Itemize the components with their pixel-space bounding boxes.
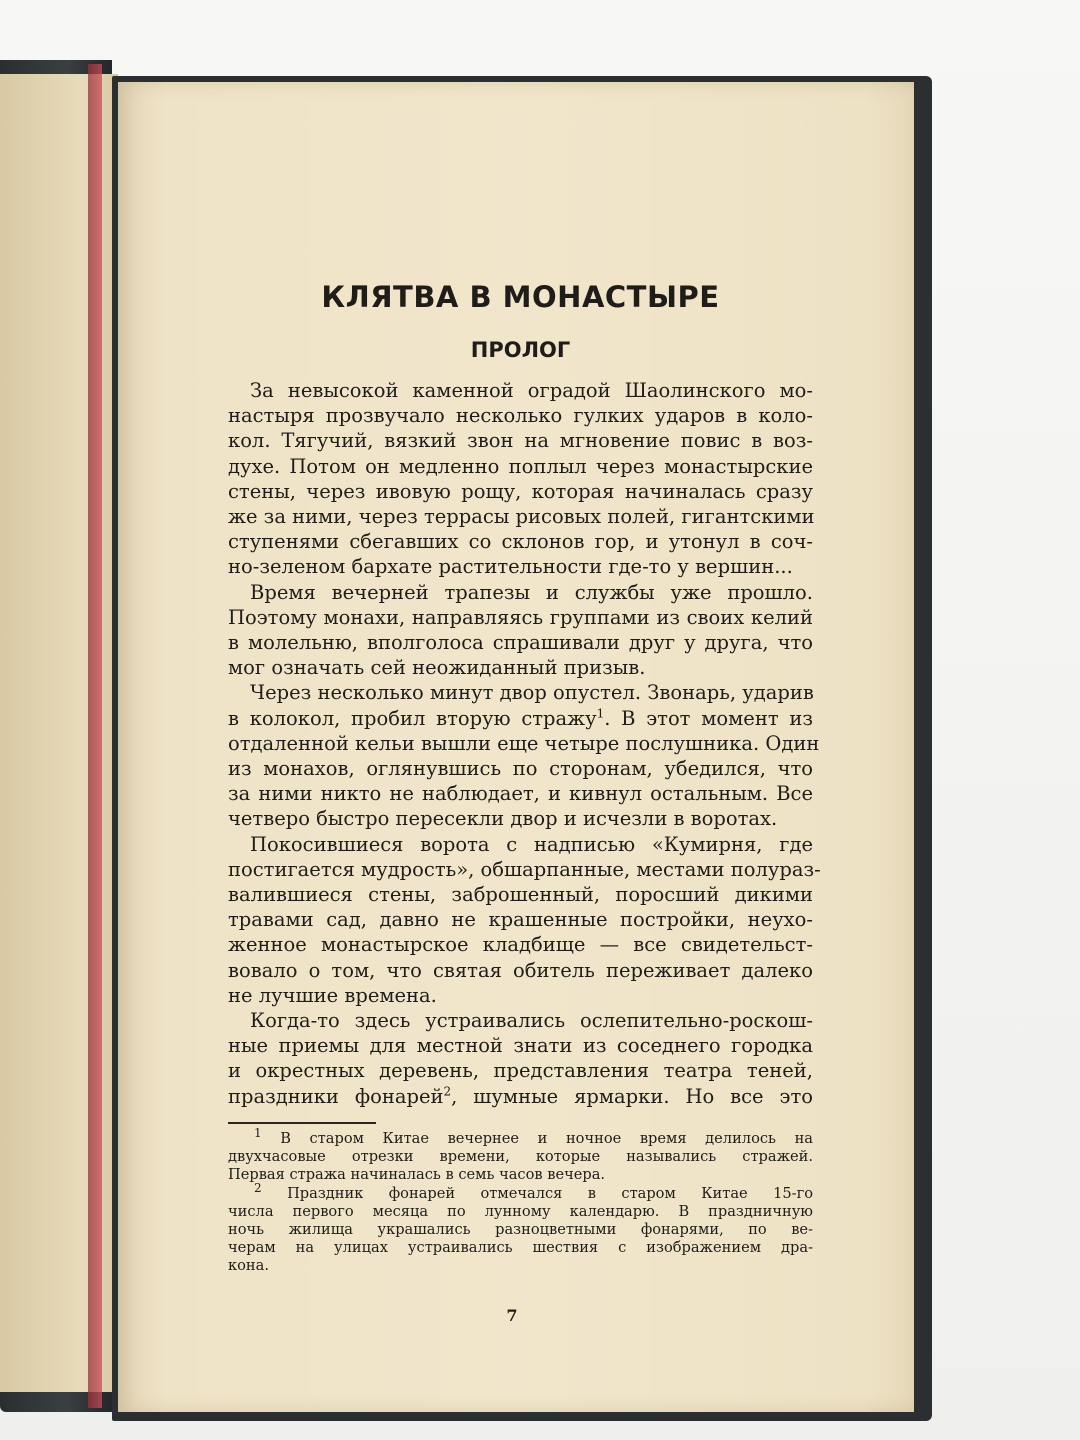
text-line: ступенями сбегавших со склонов гор, и утонул в соч- [228,530,813,554]
text-line: духе. Потом он медленно поплыл через монастырские [228,454,813,478]
page-number: 7 [506,1306,518,1325]
text-line: постигается мудрость», обшарпанные, местами полураз- [228,857,821,881]
footnote-ref-1: 1 [596,706,605,721]
text-line: Покосившиеся ворота с надписью «Кумирня, где [250,832,813,856]
text-line: Время вечерней трапезы и службы уже прошло. [250,580,813,604]
text-line: За невысокой каменной оградой Шаолинского мо- [250,379,813,402]
footnotes [228,1126,814,1276]
footnote-text: В старом Китае вечернее и ночное время делилось на [280,1130,813,1147]
text-line: стены, через ивовую рощу, которая начиналась сразу [228,479,813,503]
text-line: валившиеся стены, заброшенный, поросший дикими [228,883,813,907]
text-line: и окрестных деревень, представления театра теней, [228,1059,813,1083]
footnote-line: Первая стража начиналась в семь часов вечера. [228,1166,606,1184]
text-line: Когда-то здесь устраивались ослепительно-роскош- [250,1009,813,1033]
text-line: кол. Тягучий, вязкий звон на мгновение повис в воз- [228,429,813,453]
footnote-divider [228,1122,376,1124]
text-line: вовало о том, что святая обитель переживает далеко [228,958,813,982]
paragraph [228,832,821,1008]
footnote-line [228,1180,814,1203]
chapter-title: КЛЯТВА В МОНАСТЫРЕ [321,280,720,314]
text-line-with-footnote [228,706,813,731]
paragraph [228,680,820,831]
bookmark-ribbon [88,64,102,1408]
footnote-mark: 2 [254,1180,262,1195]
page-content [228,280,821,1109]
text-line: ные приемы для местной знати из соседнего городка [228,1034,813,1058]
text-line: отдаленной кельи вышли еще четыре послушника. Один [228,731,820,755]
text-line: женное монастырское кладбище — все свидетельст- [228,933,813,957]
text-fragment: , шумные ярмарки. Но все это [451,1084,813,1108]
text-line: но-зеленом бархате растительности где-то у вершин... [228,555,793,579]
paragraph [228,1008,813,1109]
text-line: мог означать сей неожиданный призыв. [228,656,646,680]
footnote-line: черам на улицах устраивались шествия с изображением дра- [228,1239,813,1257]
text-line: Через несколько минут двор опустел. Звонарь, ударив [250,681,814,705]
text-fragment: в колокол, пробил вторую стражу [228,706,597,730]
paragraph [228,378,813,580]
text-line: из монахов, оглянувшись по сторонам, убедился, что [228,757,813,781]
footnote-text: Праздник фонарей отмечался в старом Китае 15-го [287,1184,814,1202]
text-line: Поэтому монахи, направляясь группами из своих келий [228,605,813,629]
footnote-mark: 1 [254,1126,262,1141]
text-line: в молельню, вполголоса спрашивали друг у друга, что [228,631,813,655]
footnote-line [228,1126,813,1148]
text-fragment: . В этот момент из [604,706,813,730]
text-line: не лучшие времена. [228,983,437,1007]
footnote-line: двухчасовые отрезки времени, которые назывались стражей. [228,1148,813,1166]
body-text [228,378,821,1109]
footnote-line: числа первого месяца по лунному календарю. В праздничную [228,1202,813,1220]
footnote-line: кона. [228,1257,269,1275]
text-line: же за ними, через террасы рисовых полей, гигантскими [228,505,815,529]
text-line-with-footnote [228,1084,813,1109]
text-line: настыря прозвучало несколько гулких ударов в коло- [228,404,813,428]
text-line: четверо быстро пересекли двор и исчезли в воротах. [228,807,778,831]
footnote-line: ночь жилища украшались разноцветными фонарями, по ве- [228,1221,813,1239]
paragraph [228,580,813,681]
footnote-ref-2: 2 [443,1084,452,1099]
footnote-2 [228,1180,814,1276]
footnote-1 [228,1126,813,1185]
text-line: травами сад, давно не крашенные постройки, неухо- [228,908,813,932]
text-line: за ними никто не наблюдает, и кивнул остальным. Все [228,782,813,806]
section-title: ПРОЛОГ [470,338,571,362]
text-fragment: праздники фонарей [228,1084,444,1108]
